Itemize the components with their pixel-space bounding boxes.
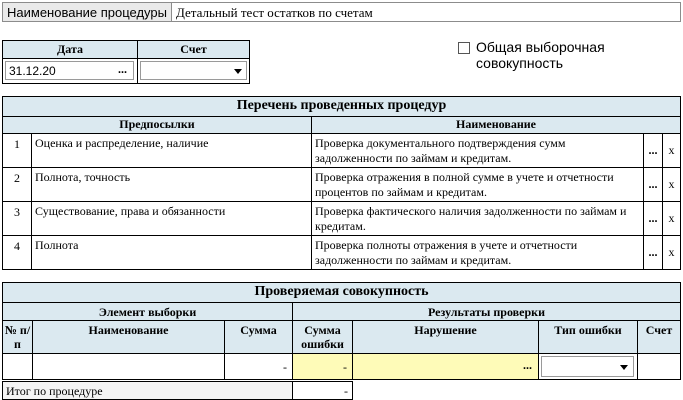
- procedure-row-premise[interactable]: Существование, права и обязанности: [31, 201, 312, 236]
- account-header: Счет: [137, 40, 250, 59]
- date-header: Дата: [2, 40, 138, 59]
- procedure-row-premise[interactable]: Полнота: [31, 235, 312, 270]
- row-num-cell[interactable]: [2, 353, 33, 380]
- violation-select-button[interactable]: ...: [523, 358, 532, 372]
- procedure-row-num: 3: [2, 201, 32, 236]
- procedure-row-name[interactable]: Проверка полноты отражения в учете и отчетности задолженности по займам и кредитам.: [311, 235, 644, 270]
- procedure-row-more-button[interactable]: ...: [643, 133, 663, 168]
- procedure-row-num: 1: [2, 133, 32, 168]
- row-violation-cell[interactable]: [352, 353, 539, 380]
- row-name-cell[interactable]: [32, 353, 225, 380]
- sum-column-header: Сумма: [224, 320, 293, 354]
- date-input[interactable]: 31.12.20: [5, 61, 134, 80]
- chevron-down-icon[interactable]: [234, 69, 242, 74]
- row-error-sum-cell[interactable]: -: [292, 353, 353, 380]
- row-account-cell[interactable]: [637, 353, 681, 380]
- procedure-row-premise[interactable]: Полнота, точность: [31, 167, 312, 202]
- error-sum-column-header: Сумма ошибки: [292, 320, 353, 354]
- total-label: Итог по процедуре: [2, 381, 293, 400]
- procedures-table-title: Перечень проведенных процедур: [2, 96, 681, 117]
- procedure-row-name[interactable]: Проверка документального подтверждения сумм задолженности по займам и кредитам.: [311, 133, 644, 168]
- check-results-group-header: Результаты проверки: [292, 302, 681, 321]
- sample-population-checkbox[interactable]: [458, 42, 470, 54]
- procedure-row-delete-button[interactable]: x: [662, 235, 681, 270]
- procedure-row-name[interactable]: Проверка фактического наличия задолженности по займам и кредитам.: [311, 201, 644, 236]
- procedure-name-label: Наименование процедуры: [2, 2, 172, 22]
- procedure-row-premise[interactable]: Оценка и распределение, наличие: [31, 133, 312, 168]
- violation-column-header: Нарушение: [352, 320, 539, 354]
- num-column-header: № п/п: [2, 320, 33, 354]
- procedure-row-delete-button[interactable]: x: [662, 167, 681, 202]
- procedure-name-value[interactable]: Детальный тест остатков по счетам: [171, 2, 681, 22]
- premises-column-header: Предпосылки: [2, 116, 312, 134]
- account-column-header: Счет: [637, 320, 681, 354]
- name-column-header: Наименование: [311, 116, 681, 134]
- error-type-column-header: Тип ошибки: [538, 320, 638, 354]
- element-name-column-header: Наименование: [32, 320, 225, 354]
- procedure-row-delete-button[interactable]: x: [662, 133, 681, 168]
- procedure-row-more-button[interactable]: ...: [643, 167, 663, 202]
- procedure-row-more-button[interactable]: ...: [643, 235, 663, 270]
- procedure-row-num: 2: [2, 167, 32, 202]
- procedure-row-name[interactable]: Проверка отражения в полной сумме в учете и отчетности процентов по займам и кредитам.: [311, 167, 644, 202]
- procedure-row-num: 4: [2, 235, 32, 270]
- sample-element-group-header: Элемент выборки: [2, 302, 293, 321]
- procedure-row-delete-button[interactable]: x: [662, 201, 681, 236]
- row-sum-cell[interactable]: -: [224, 353, 293, 380]
- population-table-title: Проверяемая совокупность: [2, 282, 681, 303]
- chevron-down-icon[interactable]: [620, 365, 628, 370]
- sample-population-label: Общая выборочная совокупность: [476, 39, 605, 71]
- date-picker-button[interactable]: ...: [118, 62, 127, 76]
- total-value: -: [292, 381, 353, 400]
- account-select[interactable]: [140, 61, 247, 80]
- procedure-row-more-button[interactable]: ...: [643, 201, 663, 236]
